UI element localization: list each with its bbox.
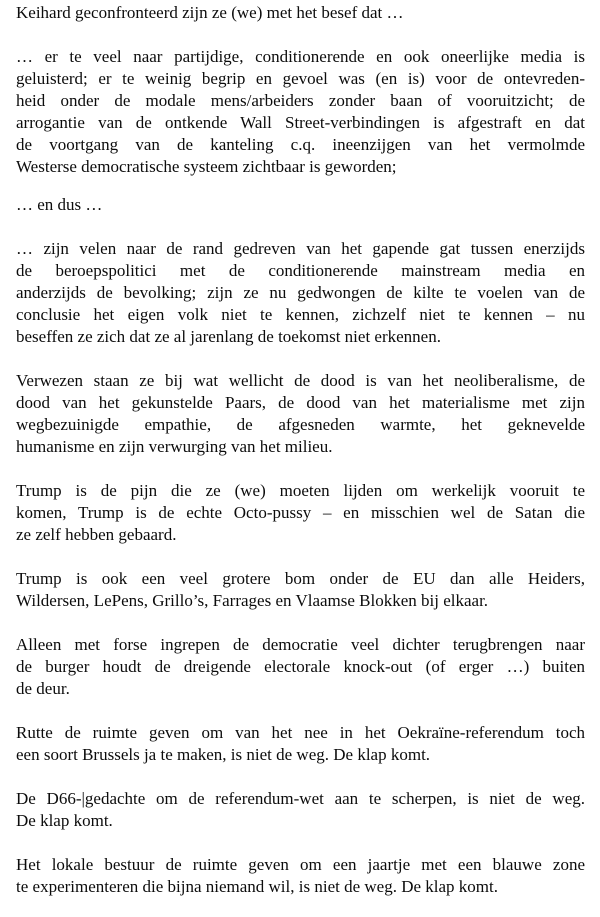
text-line: Alleen met forse ingrepen de democratie veel dichter terugbrengen naar [16, 635, 585, 654]
text-line: de deur. [16, 679, 70, 698]
text-line: Verwezen staan ze bij wat wellicht de dood is van het neoliberalisme, de [16, 371, 585, 390]
text-line: een soort Brussels ja te maken, is niet de weg. De klap komt. [16, 745, 431, 764]
text-line: Westerse democratische systeem zichtbaar is geworden; [16, 157, 397, 176]
text-line: De klap komt. [16, 811, 113, 830]
text-line: Wildersen, LePens, Grillo’s, Farrages en Vlaamse Blokken bij elkaar. [16, 591, 489, 610]
text-line: komen, Trump is de echte Octo-pussy – en misschien wel de Satan die [16, 503, 585, 522]
text-line: te experimenteren die bijna niemand wil, is niet de weg. De klap komt. [16, 877, 498, 896]
text-line: Het lokale bestuur de ruimte geven om een jaartje met een blauwe zone [16, 855, 585, 874]
text-line: Trump is ook een veel grotere bom onder de EU dan alle Heiders, [16, 569, 585, 588]
text-line: humanisme en zijn verwurging van het milieu. [16, 437, 333, 456]
text-line: geluisterd; er te weinig begrip en gevoel was (en is) voor de ontevreden- [16, 69, 585, 88]
text-line: beseffen ze zich dat ze al jarenlang de toekomst niet erkennen. [16, 327, 441, 346]
text-line: anderzijds de bevolking; zijn ze nu gedwongen de kilte te voelen van de [16, 283, 585, 302]
paragraph [16, 2, 585, 24]
text-line: de burger houdt de dreigende electorale knock-out (of erger …) buiten [16, 657, 585, 676]
text-line: de beroepspolitici met de conditionerende mainstream media en [16, 261, 585, 280]
text-line: arrogantie van de ontkende Wall Street-verbindingen is afgestraft en dat [16, 113, 585, 132]
text-line: … er te veel naar partijdige, conditionerende en ook oneerlijke media is [16, 47, 585, 66]
text-line: conclusie het eigen volk niet te kennen, zichzelf niet te kennen – nu [16, 305, 585, 324]
text-line: de voortgang van de kanteling c.q. ineenzijgen van het vermolmde [16, 135, 585, 154]
paragraph [16, 194, 585, 216]
text-line: ze zelf hebben gebaard. [16, 525, 177, 544]
text-line: heid onder de modale mens/arbeiders zonder baan of vooruitzicht; de [16, 91, 585, 110]
text-line: … zijn velen naar de rand gedreven van het gapende gat tussen enerzijds [16, 239, 585, 258]
text-line: wegbezuinigde empathie, de afgesneden warmte, het geknevelde [16, 415, 585, 434]
text-line: … en dus … [16, 195, 103, 214]
text-line: Trump is de pijn die ze (we) moeten lijden om werkelijk vooruit te [16, 481, 585, 500]
text-line: dood van het gekunstelde Paars, de dood van het materialisme met zijn [16, 393, 585, 412]
text-line: Rutte de ruimte geven om van het nee in het Oekraïne-referendum toch [16, 723, 585, 742]
text-line: Keihard geconfronteerd zijn ze (we) met het besef dat … [16, 3, 404, 22]
text-line: De D66-|gedachte om de referendum-wet aan te scherpen, is niet de weg. [16, 789, 585, 808]
